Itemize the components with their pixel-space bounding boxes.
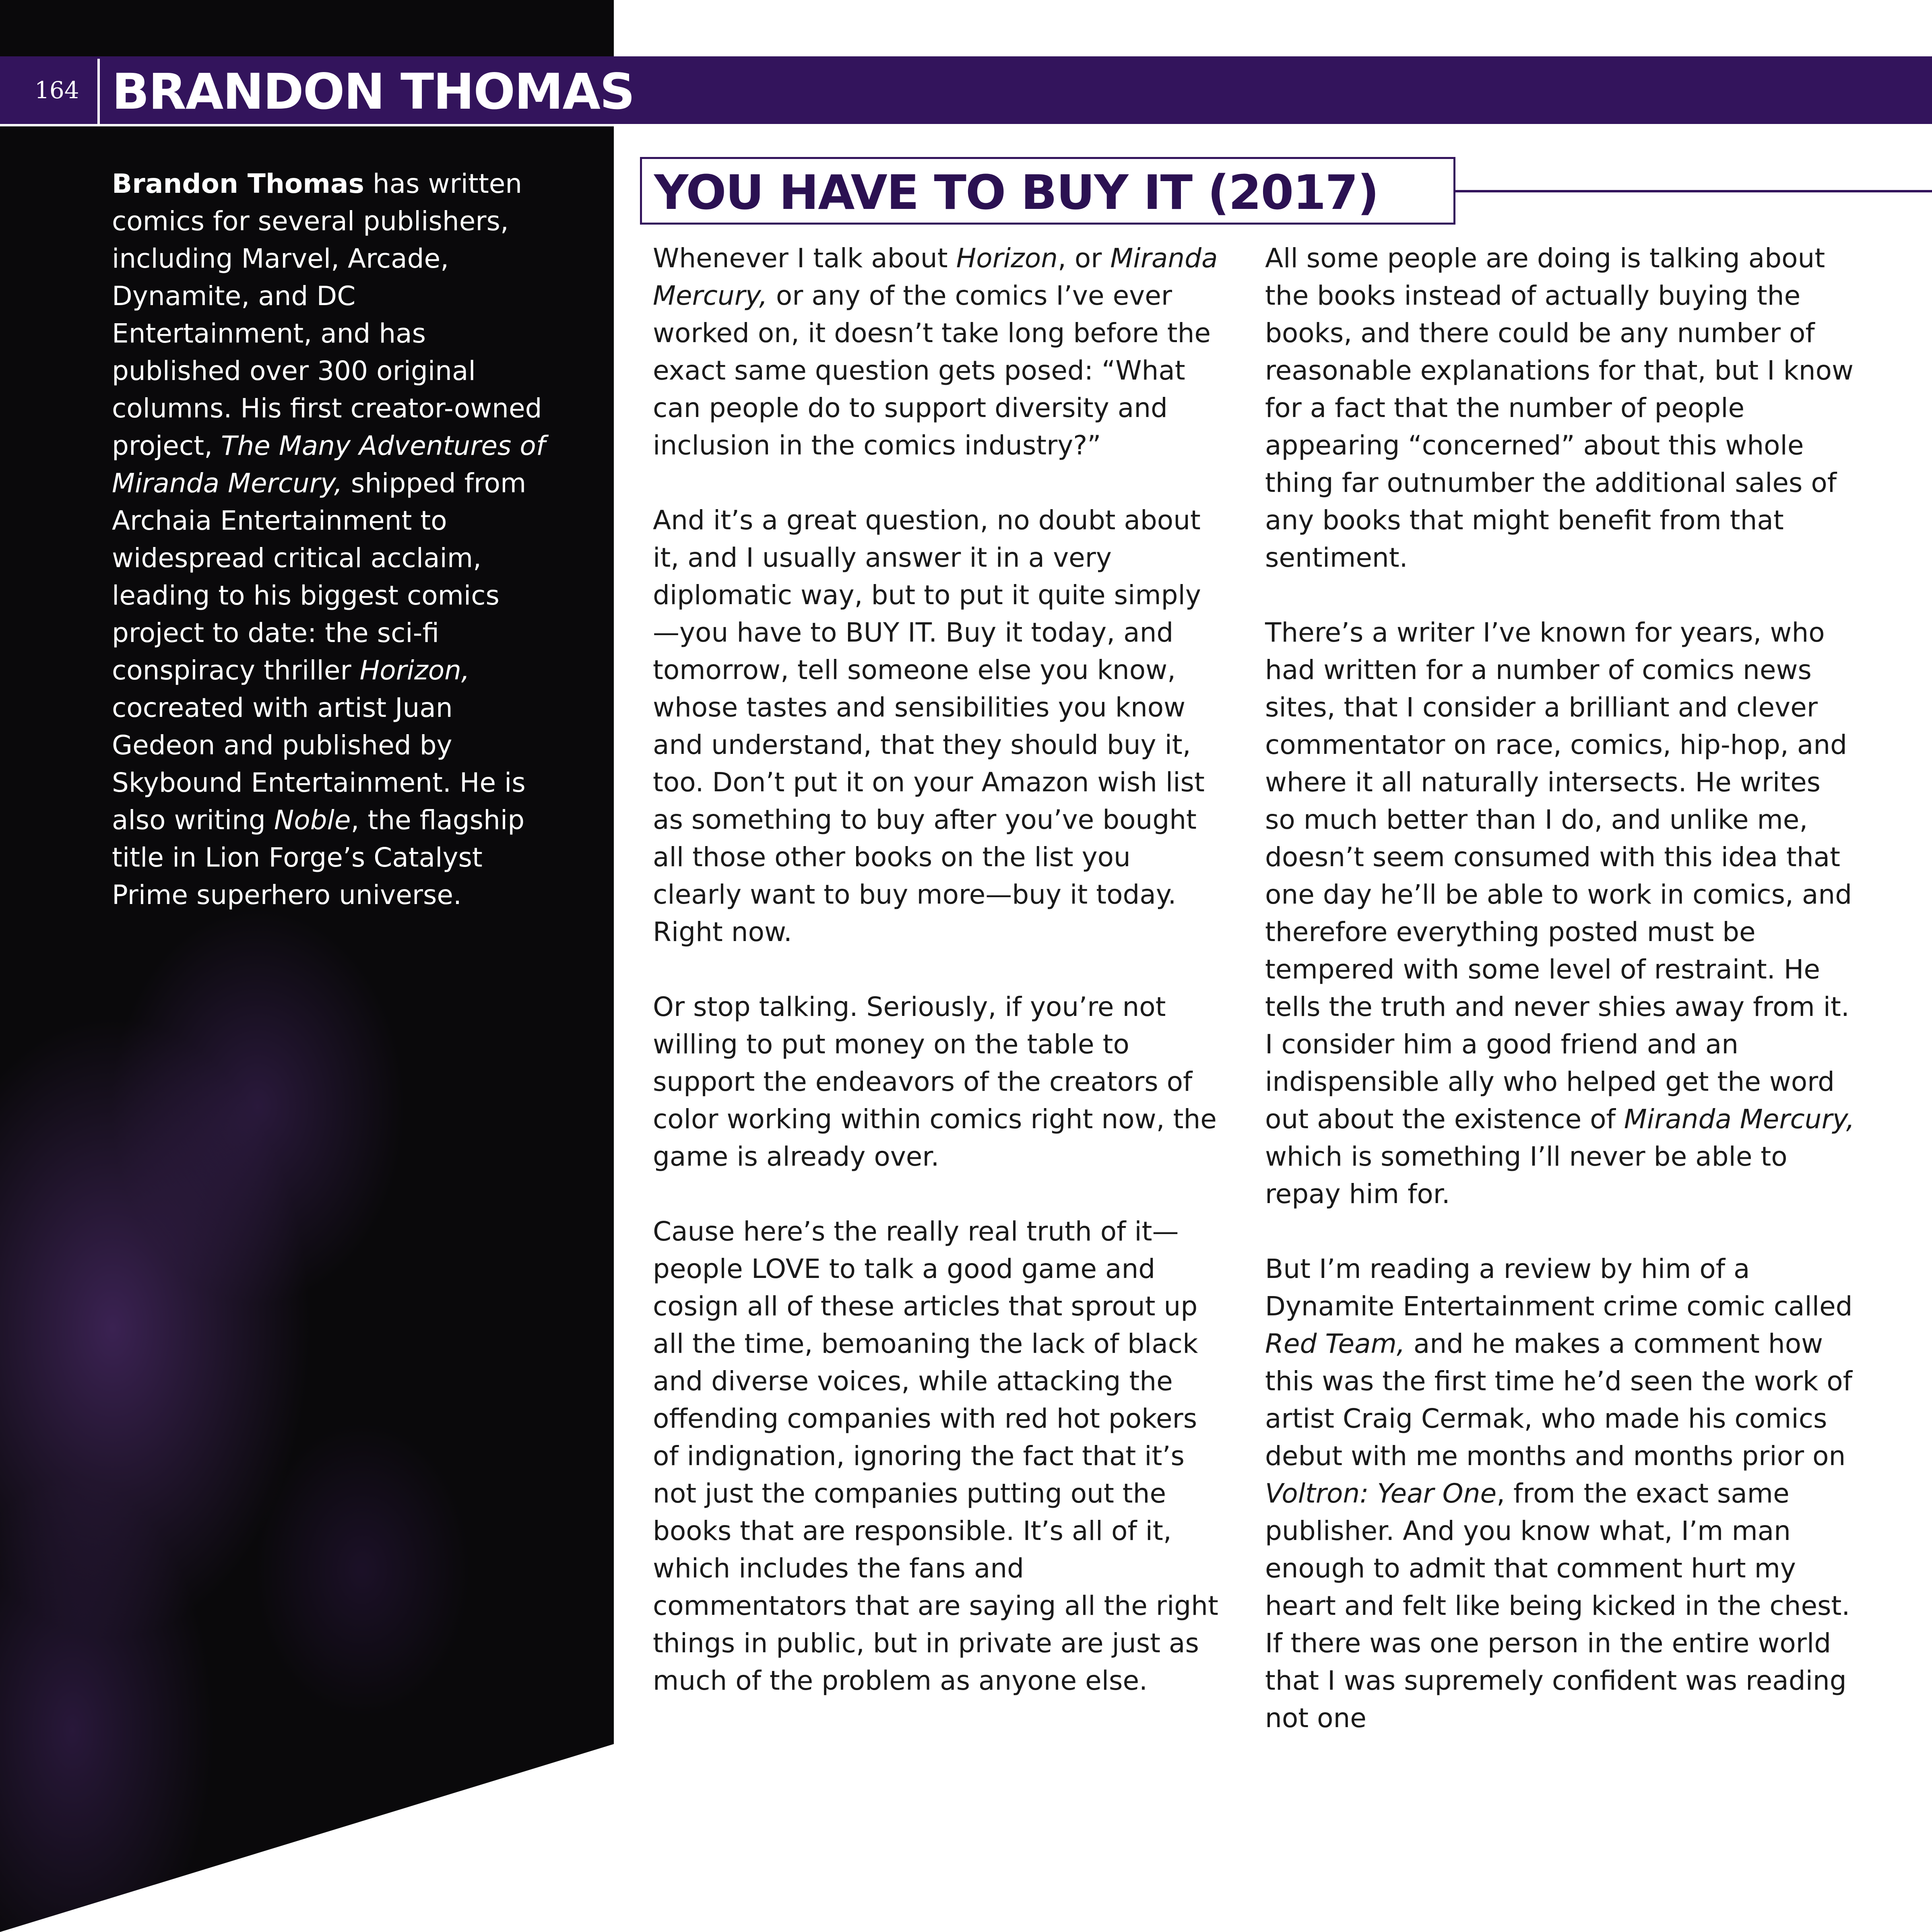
comic-title: Miranda Mercury, xyxy=(1624,1104,1855,1135)
paragraph xyxy=(1265,614,1857,1213)
bio-text: shipped from Archaia Entertainment to widespread critical acclaim, leading to his biggest comics project to date: the sci-fi conspiracy thriller xyxy=(112,468,526,686)
bio-book-title: The Many Adventures of Miranda Mercury, xyxy=(112,430,545,499)
article-column-left xyxy=(653,239,1224,1699)
paragraph-text: , or xyxy=(1057,243,1110,274)
comic-title: Horizon xyxy=(956,243,1058,274)
article-title: YOU HAVE TO BUY IT (2017) xyxy=(654,165,1379,220)
page-number: 164 xyxy=(35,76,79,104)
paragraph: Or stop talking. Seriously, if you’re not willing to put money on the table to support the endeavors of the creators of color working within comics right now, the game is already over. xyxy=(653,991,1217,1172)
header-divider xyxy=(97,59,100,124)
bio-text: has written comics for several publishers, including Marvel, Arcade, Dynamite, and DC Entertainment, and has published over 300 original columns. His first creator-owned project, xyxy=(112,168,542,461)
paragraph xyxy=(653,239,1224,464)
author-bio xyxy=(112,165,563,914)
bio-text: cocreated with artist Juan Gedeon and published by Skybound Entertainment. He is also writing xyxy=(112,692,526,836)
comic-title: Miranda Mercury, xyxy=(653,243,1218,311)
paragraph-text: or any of the comics I’ve ever worked on, it doesn’t take long before the exact same question gets posed: “What can people do to support diversity and inclusion in the comics industry?” xyxy=(653,280,1211,461)
paragraph: And it’s a great question, no doubt about it, and I usually answer it in a very diplomatic way, but to put it quite simply—you have to BUY IT. Buy it today, and tomorrow, tell someone else you know, whose tastes and sensibilities you know and understand, that they should buy it, too. Don’t put it on your Amazon wish list as something to buy after you’ve bought all those other books on the list you clearly want to buy more—buy it today. Right now. xyxy=(653,505,1205,947)
bio-author-name: Brandon Thomas xyxy=(112,168,364,199)
paragraph-text: and he makes a comment how this was the first time he’d seen the work of artist Craig Cermak, who made his comics debut with me months and months prior on xyxy=(1265,1328,1852,1472)
paragraph: All some people are doing is talking about the books instead of actually buying the books, and there could be any number of reasonable explanations for that, but I know for a fact that the number of people appearing “concerned” about this whole thing far outnumber the additional sales of any books that might benefit from that sentiment. xyxy=(1265,243,1854,573)
paragraph: Cause here’s the really real truth of it—people LOVE to talk a good game and cosign all of these articles that sprout up all the time, bemoaning the lack of black and diverse voices, while attacking the offending companies with red hot pokers of indignation, ignoring the fact that it’s not just the companies putting out the books that are responsible. It’s all of it, which includes the fans and commentators that are saying all the right things in public, but in private are just as much of the problem as anyone else. xyxy=(653,1216,1218,1696)
paragraph-text: But I’m reading a review by him of a Dynamite Entertainment crime comic called xyxy=(1265,1253,1853,1322)
bio-book-title: Noble xyxy=(274,805,351,836)
paragraph-text: There’s a writer I’ve known for years, who had written for a number of comics news sites, that I consider a brilliant and clever commentator on race, comics, hip-hop, and where it all naturally intersects. He writes so much better than I do, and unlike me, doesn’t seem consumed with this idea that one day he’ll be able to work in comics, and therefore everything posted must be tempered with some level of restraint. He tells the truth and never shies away from it. I consider him a good friend and an indispensible ally who helped get the word out about the existence of xyxy=(1265,617,1852,1135)
article-title-box xyxy=(640,157,1455,225)
paragraph xyxy=(1265,1250,1857,1737)
paragraph-text: which is something I’ll never be able to repay him for. xyxy=(1265,1141,1788,1210)
author-name-heading: BRANDON THOMAS xyxy=(112,63,634,120)
article-title-rule xyxy=(1455,190,1932,192)
article-column-right xyxy=(1265,239,1857,1737)
header-underline xyxy=(0,124,614,126)
comic-title: Red Team, xyxy=(1265,1328,1405,1359)
bio-text: , the flagship title in Lion Forge’s Catalyst Prime superhero universe. xyxy=(112,805,525,910)
paragraph-text: Whenever I talk about xyxy=(653,243,956,274)
bio-book-title: Horizon, xyxy=(359,655,470,686)
comic-title: Voltron: Year One xyxy=(1265,1478,1497,1509)
paragraph-text: , from the exact same publisher. And you know what, I’m man enough to admit that comment hurt my heart and felt like being kicked in the chest. If there was one person in the entire world that I was supremely confident was reading not one xyxy=(1265,1478,1850,1734)
